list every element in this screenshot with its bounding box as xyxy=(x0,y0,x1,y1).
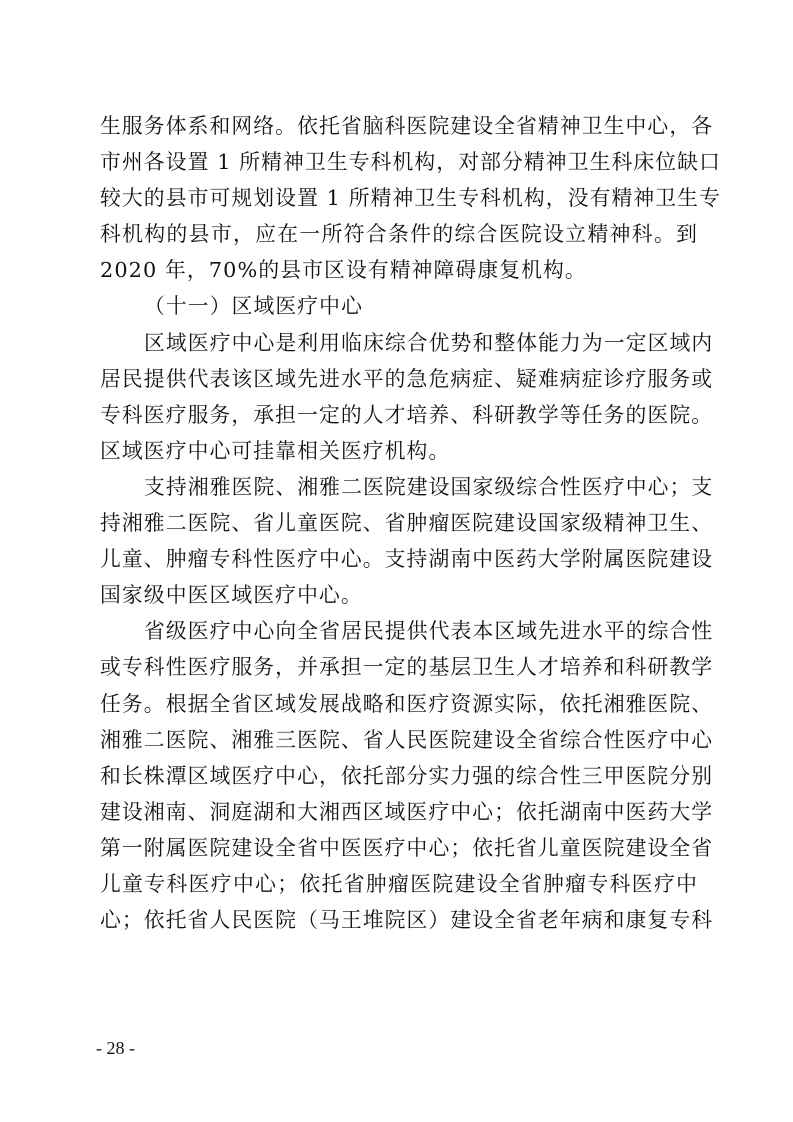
text-line: 第一附属医院建设全省中医医疗中心；依托省儿童医院建设全省 xyxy=(100,835,714,860)
text-line: 省级医疗中心向全省居民提供代表本区域先进水平的综合性 xyxy=(144,619,714,644)
page-number: - 28 - xyxy=(96,1038,135,1058)
text-line: 任务。根据全省区域发展战略和医疗资源实际，依托湘雅医院、 xyxy=(100,691,714,716)
text-line: 科机构的县市，应在一所符合条件的综合医院设立精神科。到 xyxy=(100,222,698,247)
paragraph-1 xyxy=(100,108,721,288)
text-line: 和长株潭区域医疗中心，依托部分实力强的综合性三甲医院分别 xyxy=(100,763,714,788)
body-text xyxy=(100,108,721,938)
text-line: 国家级中医区域医疗中心。 xyxy=(100,583,363,608)
text-line: 专科医疗服务，承担一定的人才培养、科研教学等任务的医院。 xyxy=(100,402,714,427)
text-line: 区域医疗中心可挂靠相关医疗机构。 xyxy=(100,438,451,463)
text-line: 支持湘雅医院、湘雅二医院建设国家级综合性医疗中心；支 xyxy=(144,474,714,499)
paragraph-4 xyxy=(100,613,714,938)
text-line: 儿童专科医疗中心；依托省肿瘤医院建设全省肿瘤专科医疗中 xyxy=(100,871,698,896)
text-line: 2020 年，70%的县市区设有精神障碍康复机构。 xyxy=(100,258,587,283)
section-heading-text: （十一）区域医疗中心 xyxy=(144,294,363,319)
text-line: 市州各设置 1 所精神卫生专科机构，对部分精神卫生科床位缺口 xyxy=(100,150,721,175)
text-line: 或专科性医疗服务，并承担一定的基层卫生人才培养和科研教学 xyxy=(100,655,714,680)
paragraph-2 xyxy=(100,325,714,469)
text-line: 持湘雅二医院、省儿童医院、省肿瘤医院建设国家级精神卫生、 xyxy=(100,511,714,536)
text-line: 建设湘南、洞庭湖和大湘西区域医疗中心；依托湖南中医药大学 xyxy=(100,799,714,824)
paragraph-3 xyxy=(100,469,714,613)
text-line: 生服务体系和网络。依托省脑科医院建设全省精神卫生中心，各 xyxy=(100,114,714,138)
text-line: 居民提供代表该区域先进水平的急危病症、疑难病症诊疗服务或 xyxy=(100,366,714,391)
section-heading xyxy=(100,288,698,324)
text-line: 湘雅二医院、湘雅三医院、省人民医院建设全省综合性医疗中心 xyxy=(100,727,714,752)
text-line: 儿童、肿瘤专科性医疗中心。支持湖南中医药大学附属医院建设 xyxy=(100,547,714,572)
text-line: 心；依托省人民医院（马王堆院区）建设全省老年病和康复专科 xyxy=(100,908,714,933)
text-line: 区域医疗中心是利用临床综合优势和整体能力为一定区域内 xyxy=(144,330,714,355)
text-line: 较大的县市可规划设置 1 所精神卫生专科机构，没有精神卫生专 xyxy=(100,186,721,211)
